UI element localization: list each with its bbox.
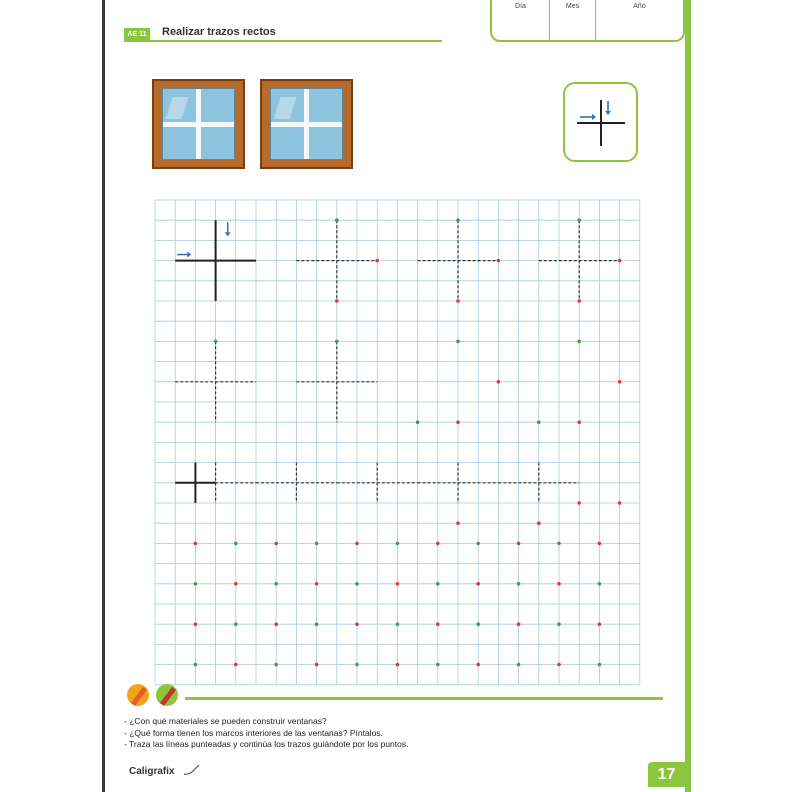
guide-dot [476, 622, 480, 626]
guide-dot [618, 380, 622, 384]
guide-dot [557, 582, 561, 586]
guide-dot [517, 622, 521, 626]
guide-dot [355, 622, 359, 626]
guide-dot [194, 663, 198, 667]
guide-dot [456, 218, 460, 222]
guide-dot [194, 622, 198, 626]
guide-dot [577, 299, 581, 303]
guide-dot [436, 542, 440, 546]
guide-dot [396, 582, 400, 586]
direction-arrowhead [225, 232, 231, 236]
guide-dot [618, 259, 622, 263]
guide-dot [476, 663, 480, 667]
guide-dot [577, 218, 581, 222]
guide-dot [194, 582, 198, 586]
guide-dot [234, 582, 238, 586]
guide-dot [456, 299, 460, 303]
direction-arrowhead [187, 252, 191, 258]
guide-dot [456, 521, 460, 525]
guide-dot [396, 663, 400, 667]
guide-dot [436, 582, 440, 586]
guide-dot [598, 542, 602, 546]
guide-dot [497, 259, 501, 263]
guide-dot [598, 582, 602, 586]
guide-dot [517, 663, 521, 667]
guide-dot [355, 542, 359, 546]
date-day-field[interactable]: Día [515, 3, 526, 10]
guide-dot [537, 521, 541, 525]
guide-dot [456, 420, 460, 424]
activity-tag: AE 11 [124, 28, 150, 41]
page-title: Realizar trazos rectos [162, 26, 276, 38]
guide-dot [214, 340, 218, 344]
guide-dot [234, 542, 238, 546]
footer-divider [185, 697, 663, 700]
guide-dot [375, 259, 379, 263]
guide-dot [598, 663, 602, 667]
instruction-text: ¿Con qué materiales se pueden construir ventanas? [129, 716, 327, 726]
guide-dot [517, 542, 521, 546]
guide-dot [436, 622, 440, 626]
date-month-field[interactable]: Mes [549, 0, 595, 40]
guide-dot [194, 542, 198, 546]
guide-dot [476, 542, 480, 546]
guide-dot [598, 622, 602, 626]
guide-dot [497, 380, 501, 384]
guide-dot [396, 542, 400, 546]
guide-dot [355, 582, 359, 586]
guide-dot [577, 501, 581, 505]
guide-dot [234, 663, 238, 667]
brand-logo: Caligrafix [129, 766, 175, 777]
guide-dot [335, 340, 339, 344]
guide-dot [274, 622, 278, 626]
guide-dot [577, 340, 581, 344]
guide-dot [557, 622, 561, 626]
guide-dot [355, 663, 359, 667]
instruction-item: - Traza las líneas punteadas y continúa los trazos guiándote por los puntos. [124, 739, 409, 749]
date-year-field[interactable]: Año [595, 0, 683, 40]
guide-dot [557, 663, 561, 667]
brand-pen-icon [183, 764, 201, 776]
guide-dot [315, 663, 319, 667]
guide-dot [335, 299, 339, 303]
guide-dot [274, 582, 278, 586]
guide-dot [476, 582, 480, 586]
guide-dot [315, 582, 319, 586]
guide-dot [618, 501, 622, 505]
guide-dot [456, 340, 460, 344]
instruction-item: - ¿Qué forma tienen los marcos interiores de las ventanas? Píntalos. [124, 727, 383, 738]
guide-dot [315, 622, 319, 626]
guide-dot [577, 420, 581, 424]
instruction-item: - ¿Con qué materiales se pueden construir ventanas? [124, 716, 327, 726]
guide-dot [274, 663, 278, 667]
instruction-text: ¿Qué forma tienen los marcos interiores de las ventanas? Píntalos. [129, 727, 383, 738]
guide-dot [315, 542, 319, 546]
guide-dot [274, 542, 278, 546]
guide-dot [517, 582, 521, 586]
guide-dot [396, 622, 400, 626]
guide-dot [557, 542, 561, 546]
guide-dot [436, 663, 440, 667]
guide-dot [234, 622, 238, 626]
page-number: 17 [648, 762, 685, 787]
guide-dot [537, 420, 541, 424]
instructions-list [124, 716, 408, 751]
pencil-icon [125, 681, 185, 709]
instruction-text: Traza las líneas punteadas y continúa los trazos guiándote por los puntos. [129, 739, 409, 749]
guide-dot [416, 420, 420, 424]
guide-dot [335, 218, 339, 222]
